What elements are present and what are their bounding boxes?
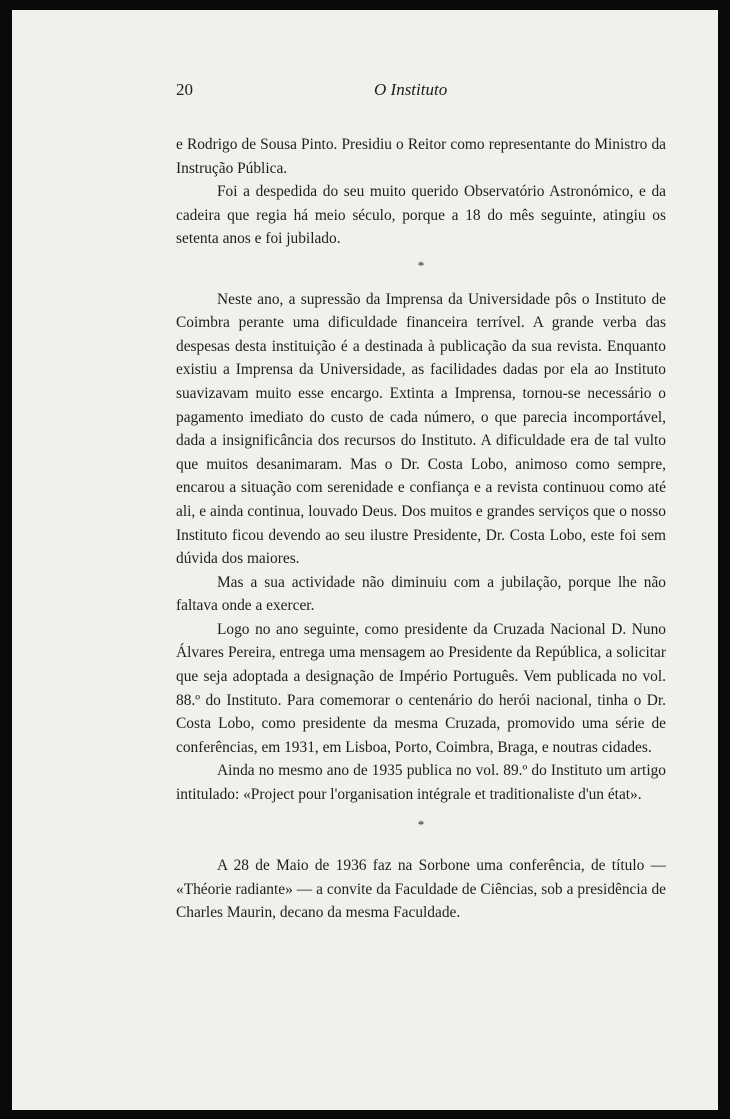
section-separator: *: [417, 257, 425, 273]
paragraph: Ainda no mesmo ano de 1935 publica no vol. 89.º do Instituto um artigo intitulado: «Project pour l'organisation intégrale et traditionaliste d'un état».: [176, 762, 666, 804]
paragraph: Foi a despedida do seu muito querido Observatório Astronómico, e da cadeira que regia há meio século, porque a 18 do mês seguinte, atingiu os setenta anos e foi jubilado.: [176, 183, 666, 248]
paragraph: A 28 de Maio de 1936 faz na Sorbone uma conferência, de título — «Théorie radiante» — a convite da Faculdade de Ciências, sob a presidência de Charles Maurin, decano da mesma Faculdade.: [176, 857, 666, 922]
section-separator: *: [417, 816, 425, 832]
body-text: [176, 133, 666, 925]
paragraph: Neste ano, a supressão da Imprensa da Universidade pôs o Instituto de Coimbra perante uma dificuldade financeira terrível. A grande verba das despesas desta instituição é a destinada à publicação da sua revista. Enquanto existiu a Imprensa da Universidade, as facilidades dadas por ela ao Instituto suavizavam muito esse encargo. Extinta a Imprensa, tornou-se necessário o pagamento imediato do custo de cada número, o que parecia incomportável, dada a insignificância dos recursos do Instituto. A dificuldade era de tal vulto que muitos desanimaram. Mas o Dr. Costa Lobo, animoso como sempre, encarou a situação com serenidade e confiança e a revista continuou como até ali, e ainda continua, louvado Deus. Dos muitos e grandes serviços que o nosso Instituto ficou devendo ao seu ilustre Presidente, Dr. Costa Lobo, este foi sem dúvida dos maiores.: [176, 290, 666, 568]
paragraph: e Rodrigo de Sousa Pinto. Presidiu o Reitor como representante do Ministro da Instrução Pública.: [176, 136, 666, 177]
page-number: 20: [176, 80, 193, 99]
running-title: O Instituto: [374, 80, 448, 99]
page-header: [176, 80, 666, 102]
document-page: [12, 10, 718, 1110]
paragraph: Mas a sua actividade não diminuiu com a jubilação, porque lhe não faltava onde a exercer.: [176, 573, 666, 615]
paragraph: Logo no ano seguinte, como presidente da Cruzada Nacional D. Nuno Álvares Pereira, entrega uma mensagem ao Presidente da República, a solicitar que seja adoptada a designação de Império Português. Vem publicada no vol. 88.º do Instituto. Para comemorar o centenário do herói nacional, tinha o Dr. Costa Lobo, como presidente da mesma Cruzada, promovido uma série de conferências, em 1931, em Lisboa, Porto, Coimbra, Braga, e noutras cidades.: [176, 620, 666, 756]
